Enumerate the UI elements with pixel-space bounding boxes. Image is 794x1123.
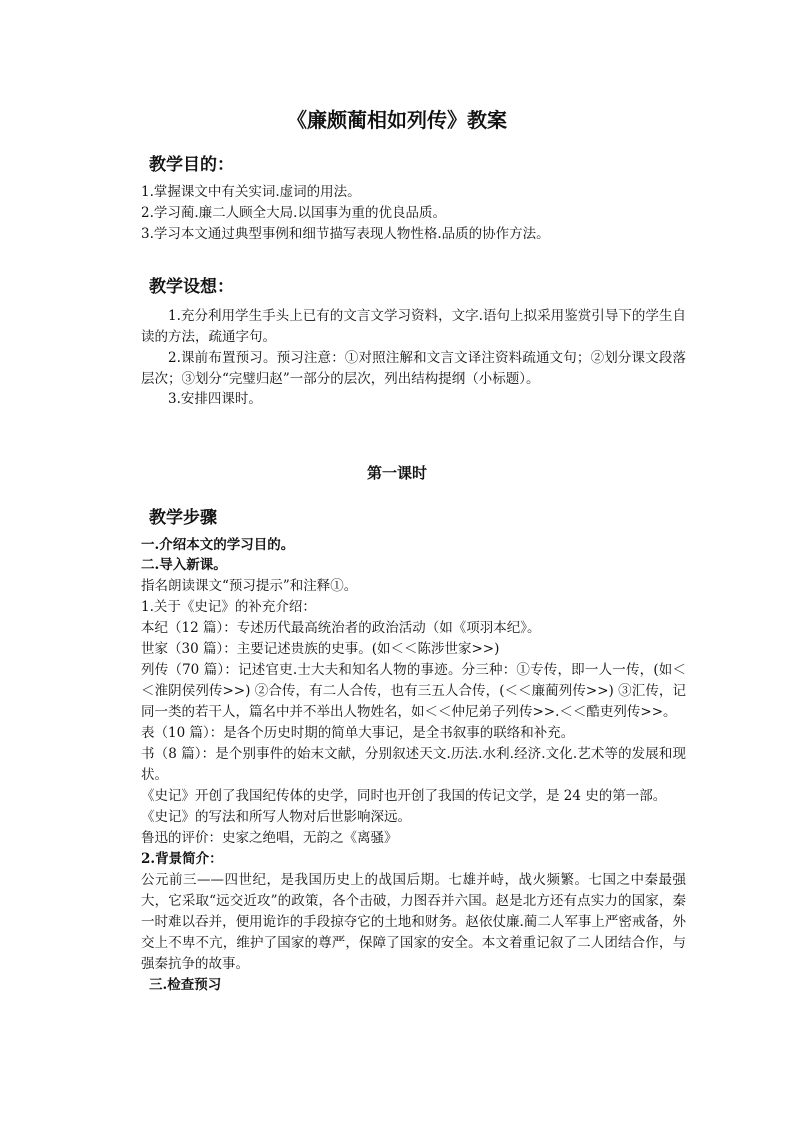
objective-item: 3.学习本文通过典型事例和细节描写表现人物性格.品质的协作方法。 bbox=[141, 226, 550, 242]
design-heading: 教学设想： bbox=[149, 277, 234, 297]
document-title: 《廉颇蔺相如列传》教案 bbox=[287, 108, 507, 132]
text-line: 表（10 篇）：是各个历史时期的简单大事记，是全书叙事的联络和补充。 bbox=[141, 725, 575, 741]
design-paragraph: 1.充分利用学生手头上已有的文言文学习资料，文字.语句上拟采用鉴赏引导下的学生自读的方法，疏通字句。 bbox=[141, 308, 686, 345]
text-line: 本纪（12 篇）：专述历代最高统治者的政治活动（如《项羽本纪》。 bbox=[141, 620, 541, 636]
objective-item: 2.学习蔺.廉二人顾全大局.以国事为重的优良品质。 bbox=[141, 205, 446, 221]
text-paragraph: 列传（70 篇）：记述官吏.士大夫和知名人物的事迹。分三种：①专传，即一人一传，(如＜＜淮阴侯列传>>) ②合传，有二人合传，也有三五人合传，(＜＜廉蔺列传>>) ③汇传，记同一类的若干人，篇名中并不举出人物姓名，如＜＜仲尼弟子列传>>.＜＜酷吏列传>>。 bbox=[141, 662, 686, 720]
design-paragraph: 3.安排四课时。 bbox=[168, 391, 262, 407]
text-line: 《史记》开创了我国纪传体的史学，同时也开创了我国的传记文学，是 24 史的第一部。 bbox=[141, 788, 667, 804]
text-line: 1.关于《史记》的补充介绍： bbox=[141, 599, 316, 615]
background-paragraph: 公元前三——四世纪，是我国历史上的战国后期。七雄并峙，战火频繁。七国之中秦最强大，它采取“远交近攻”的政策，各个击破，力图吞并六国。赵是北方还有点实力的国家，秦一时难以吞并，便用诡诈的手段掠夺它的土地和财务。赵依仗廉.蔺二人军事上严密戒备，外交上不卑不亢，维护了国家的尊严，保障了国家的安全。本文着重记叙了二人团结合作，与强秦抗争的故事。 bbox=[141, 872, 686, 972]
objective-item: 1.掌握课文中有关实词.虚词的用法。 bbox=[141, 184, 361, 200]
text-line: 鲁迅的评价：史家之绝唱，无韵之《离骚》 bbox=[141, 830, 398, 846]
text-line: 2.背景简介： bbox=[141, 851, 223, 867]
text-line: 世家（30 篇）：主要记述贵族的史事。(如＜＜陈涉世家>>) bbox=[141, 641, 500, 657]
steps-heading: 教学步骤 bbox=[149, 508, 217, 528]
step-heading: 三.检查预习 bbox=[149, 977, 222, 993]
text-line: 《史记》的写法和所写人物对后世影响深远。 bbox=[141, 809, 411, 825]
design-paragraph: 2.课前布置预习。预习注意：①对照注解和文言文译注资料疏通文句；②划分课文段落层次；③划分“完璧归赵”一部分的层次，列出结构提纲（小标题）。 bbox=[141, 350, 686, 387]
step-heading: 二.导入新课。 bbox=[141, 557, 227, 573]
objectives-heading: 教学目的： bbox=[149, 155, 234, 175]
step-heading: 一.介绍本文的学习目的。 bbox=[141, 537, 295, 553]
text-paragraph: 书（8 篇）：是个别事件的始末文献，分别叙述天文.历法.水利.经济.文化.艺术等的发展和现状。 bbox=[141, 746, 686, 783]
lesson-heading: 第一课时 bbox=[366, 464, 427, 482]
text-line: 指名朗读课文“预习提示”和注释①。 bbox=[141, 578, 358, 594]
